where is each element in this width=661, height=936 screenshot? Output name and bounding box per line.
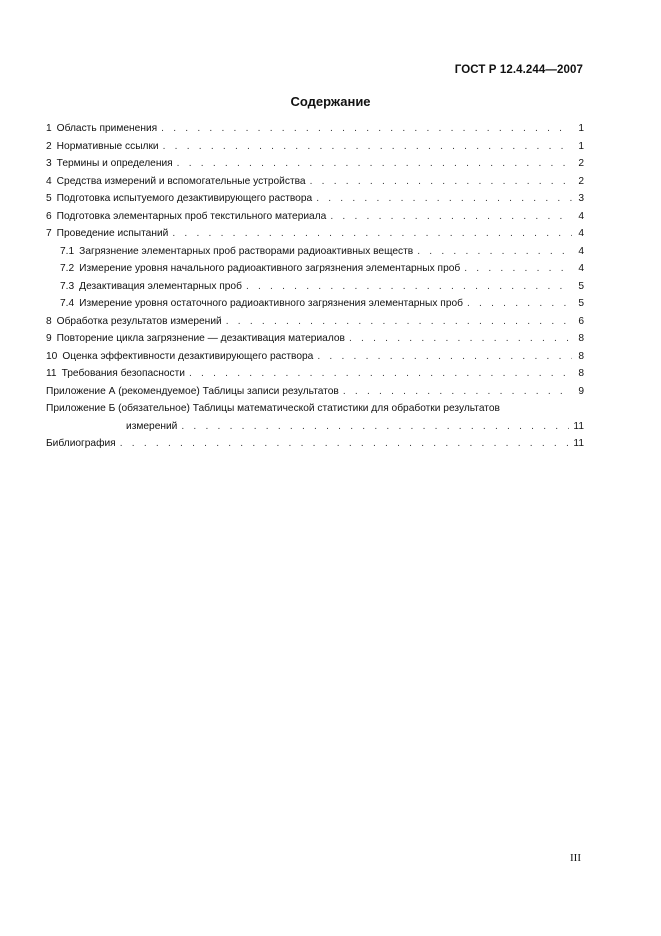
toc-entry[interactable] <box>46 120 584 138</box>
toc-entry-number: 10 <box>46 350 58 362</box>
toc-entry-title: Нормативные ссылки <box>56 140 159 152</box>
toc-entry-title: Требования безопасности <box>61 368 185 379</box>
toc-entry-page: 9 <box>578 385 584 397</box>
toc-leader-dots <box>226 313 572 331</box>
toc-entry-number: 7.1 <box>60 245 75 257</box>
toc-entry-number: 2 <box>46 140 52 152</box>
toc-entry-page: 1 <box>578 140 584 152</box>
toc-entry-title: Проведение испытаний <box>56 228 169 239</box>
toc-entry-number: 9 <box>46 333 52 344</box>
toc-entry-page: 2 <box>578 158 584 169</box>
toc-leader-dots <box>330 208 572 226</box>
toc-entry-number: 11 <box>46 368 57 379</box>
toc-entry-appendix-b-title: измерений <box>126 420 178 432</box>
toc-entry-title: Библиография <box>46 438 116 449</box>
toc-entry-number: 3 <box>46 158 52 169</box>
toc-entry[interactable] <box>46 365 584 383</box>
toc-entry-title: Обработка результатов измерений <box>56 315 222 327</box>
toc-entry-page: 5 <box>578 298 584 309</box>
toc-entry[interactable] <box>46 295 584 313</box>
toc-entry[interactable] <box>46 383 584 401</box>
toc-entry-page: 4 <box>578 245 584 257</box>
toc-entry-title: Загрязнение элементарных проб растворами радиоактивных веществ <box>79 245 414 257</box>
toc-entry[interactable] <box>46 225 584 243</box>
toc-leader-dots <box>349 330 572 348</box>
toc-leader-dots <box>120 435 570 453</box>
toc-entry-page: 4 <box>578 228 584 239</box>
toc-entry-number: 7 <box>46 228 52 239</box>
toc-entry-title: Оценка эффективности дезактивирующего раствора <box>62 350 314 362</box>
toc-entry-number: 4 <box>46 175 52 187</box>
toc-leader-dots <box>177 155 572 173</box>
toc-entry[interactable] <box>46 278 584 296</box>
toc-entry-page: 11 <box>573 420 584 432</box>
toc-entry-number: 5 <box>46 193 52 204</box>
toc-entry-page: 8 <box>578 368 584 379</box>
toc-leader-dots <box>310 173 572 191</box>
toc-entry[interactable] <box>46 330 584 348</box>
toc-entry-number: 1 <box>46 123 52 134</box>
toc-entry[interactable] <box>46 348 584 366</box>
toc-entry[interactable] <box>46 173 584 191</box>
toc-entry-page: 4 <box>578 210 584 222</box>
toc-entry-title: Измерение уровня остаточного радиоактивного загрязнения элементарных проб <box>79 298 463 309</box>
toc-entry[interactable] <box>46 138 584 156</box>
toc-entry-number: 6 <box>46 210 52 222</box>
toc-entry-page: 5 <box>578 280 584 292</box>
toc-entry-title: Средства измерений и вспомогательные устройства <box>56 175 306 187</box>
toc-entry-page: 8 <box>578 350 584 362</box>
toc-entry-page: 4 <box>578 263 584 274</box>
toc-entry-page: 2 <box>578 175 584 187</box>
toc-entry-number: 7.4 <box>60 298 75 309</box>
toc-leader-dots <box>161 120 572 138</box>
toc-entry-title: Область применения <box>56 123 158 134</box>
toc-leader-dots <box>464 260 572 278</box>
toc-leader-dots <box>316 190 572 208</box>
table-of-contents <box>46 120 584 453</box>
toc-leader-dots <box>343 383 572 401</box>
toc-entry-title: Дезактивация элементарных проб <box>79 280 242 292</box>
toc-entry-page: 11 <box>573 438 584 449</box>
toc-entry-page: 1 <box>578 123 584 134</box>
toc-entry[interactable] <box>46 155 584 173</box>
page-number: III <box>570 852 581 864</box>
toc-title <box>0 94 661 109</box>
toc-entry-bibliography[interactable] <box>46 435 584 453</box>
toc-entry[interactable] <box>46 260 584 278</box>
toc-entry-title: Термины и определения <box>56 158 173 169</box>
toc-entry-title: Подготовка испытуемого дезактивирующего раствора <box>56 193 313 204</box>
toc-leader-dots <box>246 278 572 296</box>
toc-leader-dots <box>181 418 569 436</box>
toc-entry[interactable] <box>46 208 584 226</box>
toc-title-text: Содержание <box>290 94 371 109</box>
toc-leader-dots <box>417 243 572 261</box>
toc-leader-dots <box>317 348 572 366</box>
toc-items <box>46 120 584 400</box>
toc-leader-dots <box>467 295 572 313</box>
toc-entry[interactable] <box>46 313 584 331</box>
toc-entry[interactable] <box>46 243 584 261</box>
toc-entry-title: Подготовка элементарных проб текстильного материала <box>56 210 327 222</box>
toc-entry-page: 8 <box>578 333 584 344</box>
standard-code: ГОСТ Р 12.4.244—2007 <box>454 64 583 76</box>
toc-entry-title: Измерение уровня начального радиоактивного загрязнения элементарных проб <box>79 263 461 274</box>
toc-entry-appendix-b-line2 <box>46 418 584 436</box>
toc-entry-page: 3 <box>578 193 584 204</box>
toc-entry-title: Приложение А (рекомендуемое) Таблицы записи результатов <box>46 385 339 397</box>
toc-entry-title: Повторение цикла загрязнение — дезактивация материалов <box>56 333 345 344</box>
toc-leader-dots <box>163 138 572 156</box>
toc-entry[interactable] <box>46 190 584 208</box>
toc-entry-number: 8 <box>46 315 52 327</box>
toc-entry-number: 7.2 <box>60 263 75 274</box>
toc-entry-appendix-b[interactable] <box>46 400 584 435</box>
toc-entry-number: 7.3 <box>60 280 75 292</box>
toc-entry-appendix-b-line1: Приложение Б (обязательное) Таблицы математической статистики для обработки результатов <box>46 403 500 414</box>
toc-leader-dots <box>172 225 572 243</box>
toc-leader-dots <box>189 365 572 383</box>
toc-entry-page: 6 <box>578 315 584 327</box>
